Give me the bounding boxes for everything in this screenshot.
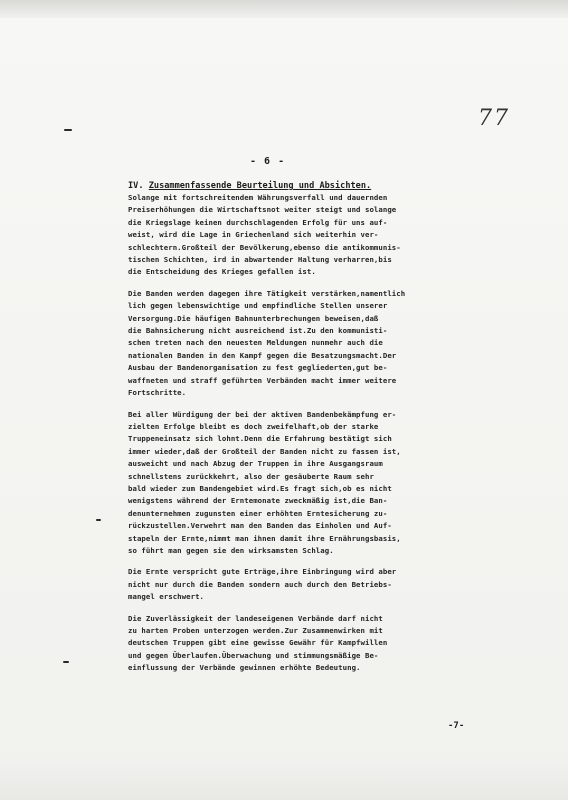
paragraph: [128, 192, 468, 279]
text-line: mangel erschwert.: [128, 592, 205, 602]
text-line: weist, wird die Lage in Griechenland sich weiterhin ver-: [128, 230, 379, 240]
paragraph: [128, 409, 468, 558]
text-line: immer wieder,daß der Großteil der Banden nicht zu fassen ist,: [128, 446, 401, 456]
folio-number: 77: [478, 106, 510, 131]
scan-top-edge: [0, 0, 568, 18]
text-line: Bei aller Würdigung der bei der aktiven Bandenbekämpfung er-: [128, 409, 397, 419]
text-line: schen treten nach den neuesten Meldungen nunmehr auch die: [128, 338, 383, 348]
section-heading: [128, 180, 468, 192]
text-line: deutschen Truppen gibt eine gewisse Gewähr für Kampfwillen: [128, 638, 388, 648]
text-line: Preiserhöhungen die Wirtschaftsnot weiter steigt und solange: [128, 205, 397, 215]
text-line: Versorgung.Die häufigen Bahnunterbrechungen beweisen,daß: [128, 313, 379, 323]
text-line: denunternehmen zugunsten einer erhöhten Erntesicherung zu-: [128, 508, 388, 518]
section-title: Zusammenfassende Beurteilung und Absichten.: [148, 181, 372, 191]
next-page-marker: -7-: [448, 721, 465, 731]
text-line: Solange mit fortschreitendem Währungsverfall und dauernden: [128, 193, 388, 202]
text-line: wenigstens während der Erntemonate zweckmäßig ist,die Ban-: [128, 496, 388, 506]
text-line: schnellstens zurückkehrt, also der gesäuberte Raum sehr: [128, 471, 374, 481]
paragraph: [128, 566, 468, 603]
text-line: die Entscheidung des Krieges gefallen ist.: [128, 267, 316, 277]
text-line: einflussung der Verbände gewinnen erhöhte Bedeutung.: [128, 663, 361, 673]
text-line: ausweicht und nach Abzug der Truppen in ihre Ausgangsraum: [128, 459, 383, 469]
document-body: [128, 180, 468, 684]
margin-mark: [64, 129, 72, 131]
text-line: so führt man gegen sie den wirksamsten Schlag.: [128, 545, 334, 555]
paragraph: [128, 613, 468, 675]
paragraphs: [128, 192, 468, 675]
text-line: nicht nur durch die Banden sondern auch durch den Betriebs-: [128, 579, 392, 589]
margin-mark: [63, 661, 69, 663]
text-line: lich gegen lebenswichtige und empfindliche Stellen unserer: [128, 301, 388, 311]
page-number: - 6 -: [250, 156, 286, 167]
text-line: und gegen Überlaufen.Überwachung und stimmungsmäßige Be-: [128, 650, 379, 660]
text-line: Die Ernte verspricht gute Erträge,ihre Einbringung wird aber: [128, 567, 397, 577]
text-line: die Kriegslage keinen durchschlagenden Erfolg für uns auf-: [128, 217, 388, 227]
text-line: Truppeneinsatz sich lohnt.Denn die Erfahrung bestätigt sich: [128, 434, 392, 444]
scan-bottom-shade: [0, 760, 568, 800]
text-line: die Bahnsicherung nicht ausreichend ist.Zu den kommunisti-: [128, 326, 388, 336]
text-line: Ausbau der Bandenorganisation zu fest gegliederten,gut be-: [128, 363, 388, 373]
text-line: bald wieder zum Bandengebiet wird.Es fragt sich,ob es nicht: [128, 483, 392, 493]
text-line: Die Banden werden dagegen ihre Tätigkeit verstärken,namentlich: [128, 288, 406, 298]
text-line: Die Zuverlässigkeit der landeseigenen Verbände darf nicht: [128, 613, 383, 623]
margin-mark: [96, 519, 101, 521]
paragraph: [128, 288, 468, 400]
text-line: rückzustellen.Verwehrt man den Banden das Einholen und Auf-: [128, 521, 392, 531]
text-line: nationalen Banden in den Kampf gegen die Besatzungsmacht.Der: [128, 350, 397, 360]
text-line: tischen Schichten, ird in abwartender Haltung verharren,bis: [128, 255, 392, 265]
text-line: stapeln der Ernte,nimmt man ihnen damit ihre Ernährungsbasis,: [128, 533, 401, 543]
section-number: IV.: [128, 181, 144, 191]
text-line: Fortschritte.: [128, 388, 187, 398]
text-line: waffneten und straff geführten Verbänden macht immer weitere: [128, 375, 397, 385]
text-line: zu harten Proben unterzogen werden.Zur Zusammenwirken mit: [128, 626, 383, 635]
text-line: zielten Erfolge bleibt es doch zweifelhaft,ob der starke: [128, 421, 379, 431]
text-line: schlechtern.Großteil der Bevölkerung,ebenso die antikommunis-: [128, 242, 401, 252]
